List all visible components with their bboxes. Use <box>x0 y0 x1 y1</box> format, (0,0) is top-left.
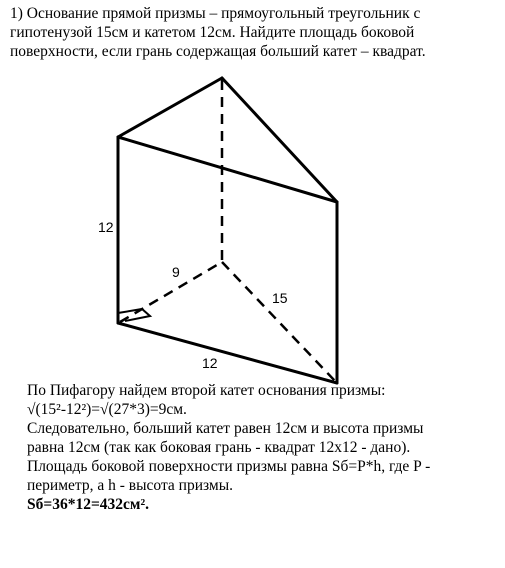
solution-text <box>27 381 497 514</box>
solution-line: √(15²-12²)=√(27*3)=9см. <box>27 401 187 418</box>
label-hidden-leg: 9 <box>172 264 180 280</box>
label-height: 12 <box>98 219 114 235</box>
solution-line: Площадь боковой поверхности призмы равна Sб=P*h, где P - <box>27 458 431 475</box>
solution-line: равна 12см (так как боковая грань - квадрат 12х12 - дано). <box>27 439 411 456</box>
hidden-bottom-hypotenuse <box>222 262 335 381</box>
label-front-leg: 12 <box>202 355 218 371</box>
bottom-edge-front <box>118 323 337 383</box>
solution-line: Следовательно, больший катет равен 12см и высота призмы <box>27 420 424 437</box>
label-hypotenuse: 15 <box>272 290 288 306</box>
top-edge-front <box>118 137 337 202</box>
solution-line: По Пифагору найдем второй катет основания призмы: <box>27 382 386 399</box>
problem-line: 1) Основание прямой призмы – прямоугольный треугольник с <box>10 5 421 22</box>
hidden-bottom-leg <box>120 262 222 322</box>
solution-answer: Sб=36*12=432см². <box>27 496 149 513</box>
problem-line: гипотенузой 15см и катетом 12см. Найдите площадь боковой <box>10 24 415 41</box>
top-edge-left <box>118 78 222 137</box>
solution-line: периметр, а h - высота призмы. <box>27 477 234 494</box>
problem-line: поверхности, если грань содержащая больший катет – квадрат. <box>10 43 426 60</box>
